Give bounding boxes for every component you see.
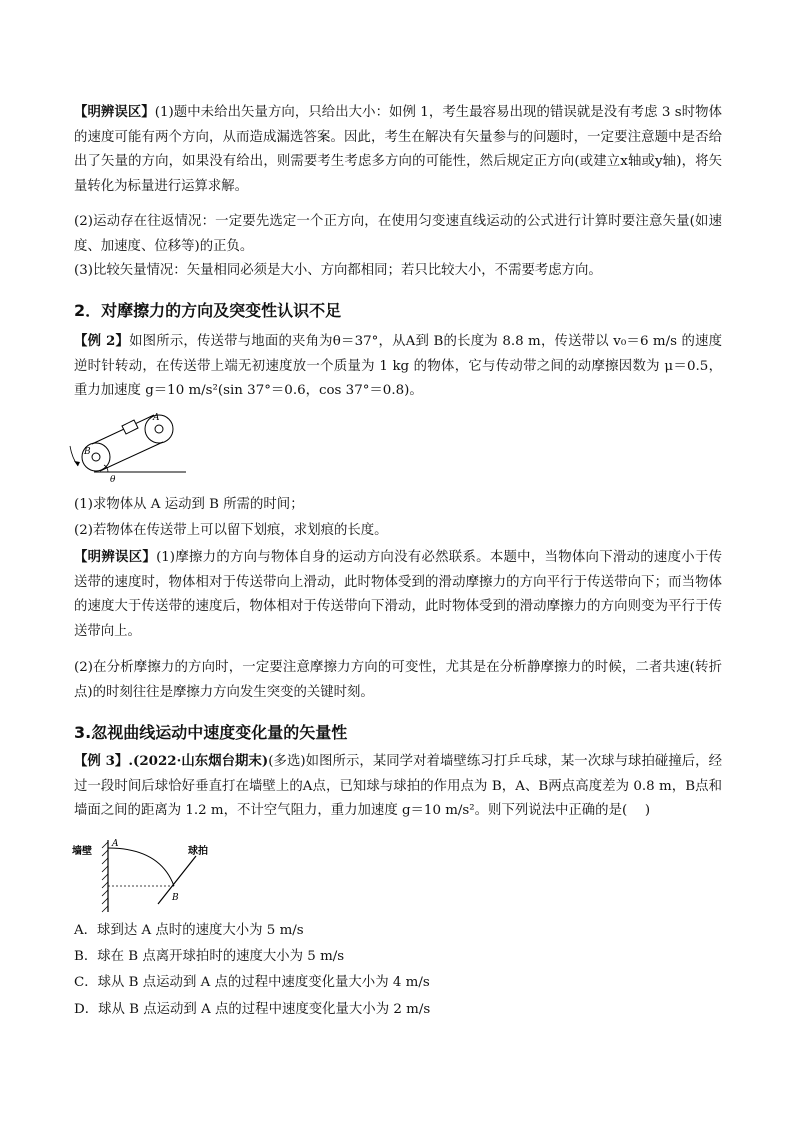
example-2-analysis-1 <box>74 545 722 644</box>
option-a: A．球到达 A 点时的速度大小为 5 m/s <box>74 923 304 938</box>
wall-label: 墙壁 <box>72 846 92 857</box>
ball-trajectory <box>108 848 174 886</box>
example-3-text: (多选)如图所示，某同学对着墙壁练习打乒乓球，某一次球与球拍碰撞后，经过一段时间后球恰好垂直打在墙壁上的A点，已知球与球拍的作用点为 B，A、B两点高度差为 0.8 m，B点和墙面之间的距离为 1.2 m，不计空气阻力，重力加速度 g＝10 m/s²。则下列说法中正确的是( ) <box>74 754 722 818</box>
conveyor-belt-figure <box>66 412 196 490</box>
option-b: B．球在 B 点离开球拍时的速度大小为 5 m/s <box>74 949 345 964</box>
example-2-analysis-2: (2)在分析摩擦力的方向时，一定要注意摩擦力方向的可变性，尤其是在分析静摩擦力的时候，二者共速(转折点)的时刻往往是摩擦力方向发生突变的关键时刻。 <box>74 660 722 700</box>
example-3-source: .(2022·山东烟台期末) <box>128 753 269 769</box>
analysis-paragraph-3: (3)比较矢量情况：矢量相同必须是大小、方向都相同；若只比较大小，不需要考虑方向。 <box>74 263 602 278</box>
wall-hatching <box>102 842 108 912</box>
ping-pong-figure <box>72 834 222 916</box>
lower-pulley-hub <box>92 453 100 461</box>
option-d: D．球从 B 点运动到 A 点的过程中速度变化量大小为 2 m/s <box>74 1002 431 1017</box>
option-c: C．球从 B 点运动到 A 点的过程中速度变化量大小为 4 m/s <box>74 975 430 990</box>
analysis-paragraph-1 <box>74 100 722 199</box>
analysis-tag: 【明辨误区】 <box>74 104 155 120</box>
section-3-heading: 3.忽视曲线运动中速度变化量的矢量性 <box>74 723 348 742</box>
example-2-paragraph <box>74 329 722 404</box>
example-2-analysis-text-1: (1)摩擦力的方向与物体自身的运动方向没有必然联系。本题中，当物体向下滑动的速度小于传送带的速度时，物体相对于传送带向上滑动，此时物体受到的滑动摩擦力的方向平行于传送带向下；而当物体的速度大于传送带的速度后，物体相对于传送带向下滑动，此时物体受到的滑动摩擦力的方向则变为平行于传送带向上。 <box>74 550 723 639</box>
label-b: B <box>172 893 179 903</box>
example-2-tag: 【例 2】 <box>74 333 130 349</box>
example-2-analysis-tag: 【明辨误区】 <box>74 549 157 565</box>
racket-label: 球拍 <box>188 846 208 857</box>
label-a: A <box>153 413 160 423</box>
label-b: B <box>84 447 91 457</box>
question-2: (2)若物体在传送带上可以留下划痕，求划痕的长度。 <box>74 523 388 538</box>
label-a: A <box>112 839 119 849</box>
example-3-tag: 【例 3】 <box>74 753 129 769</box>
section-2-heading: 2．对摩擦力的方向及突变性认识不足 <box>74 301 342 320</box>
block <box>122 420 138 434</box>
example-2-text: 如图所示，传送带与地面的夹角为θ＝37°，从A到 B的长度为 8.8 m，传送带以 v₀＝6 m/s 的速度逆时针转动，在传送带上端无初速度放一个质量为 1 kg 的物体，它与传动带之间的动摩擦因数为 μ＝0.5，重力加速度 g＝10 m/s²(sin 37°＝0.6，cos 37°＝0.8)。 <box>74 334 722 398</box>
analysis-paragraph-2: (2)运动存在往返情况：一定要先选定一个正方向，在使用匀变速直线运动的公式进行计算时要注意矢量(如速度、加速度、位移等)的正负。 <box>74 214 722 254</box>
analysis-text-1: (1)题中未给出矢量方向，只给出大小：如例 1，考生最容易出现的错误就是没有考虑 3 s时物体的速度可能有两个方向，从而造成漏选答案。因此，考生在解决有矢量参与的问题时，一定要注意题中是否给出了矢量的方向，如果没有给出，则需要考生考虑多方向的可能性，然后规定正方向(或建立x轴或y轴)，将矢量转化为标量进行运算求解。 <box>74 105 722 194</box>
example-3-paragraph <box>74 749 722 824</box>
upper-pulley-hub <box>155 425 163 433</box>
theta-label: θ <box>110 475 116 485</box>
belt-bottom <box>100 442 163 471</box>
question-1: (1)求物体从 A 运动到 B 所需的时间； <box>74 497 304 512</box>
